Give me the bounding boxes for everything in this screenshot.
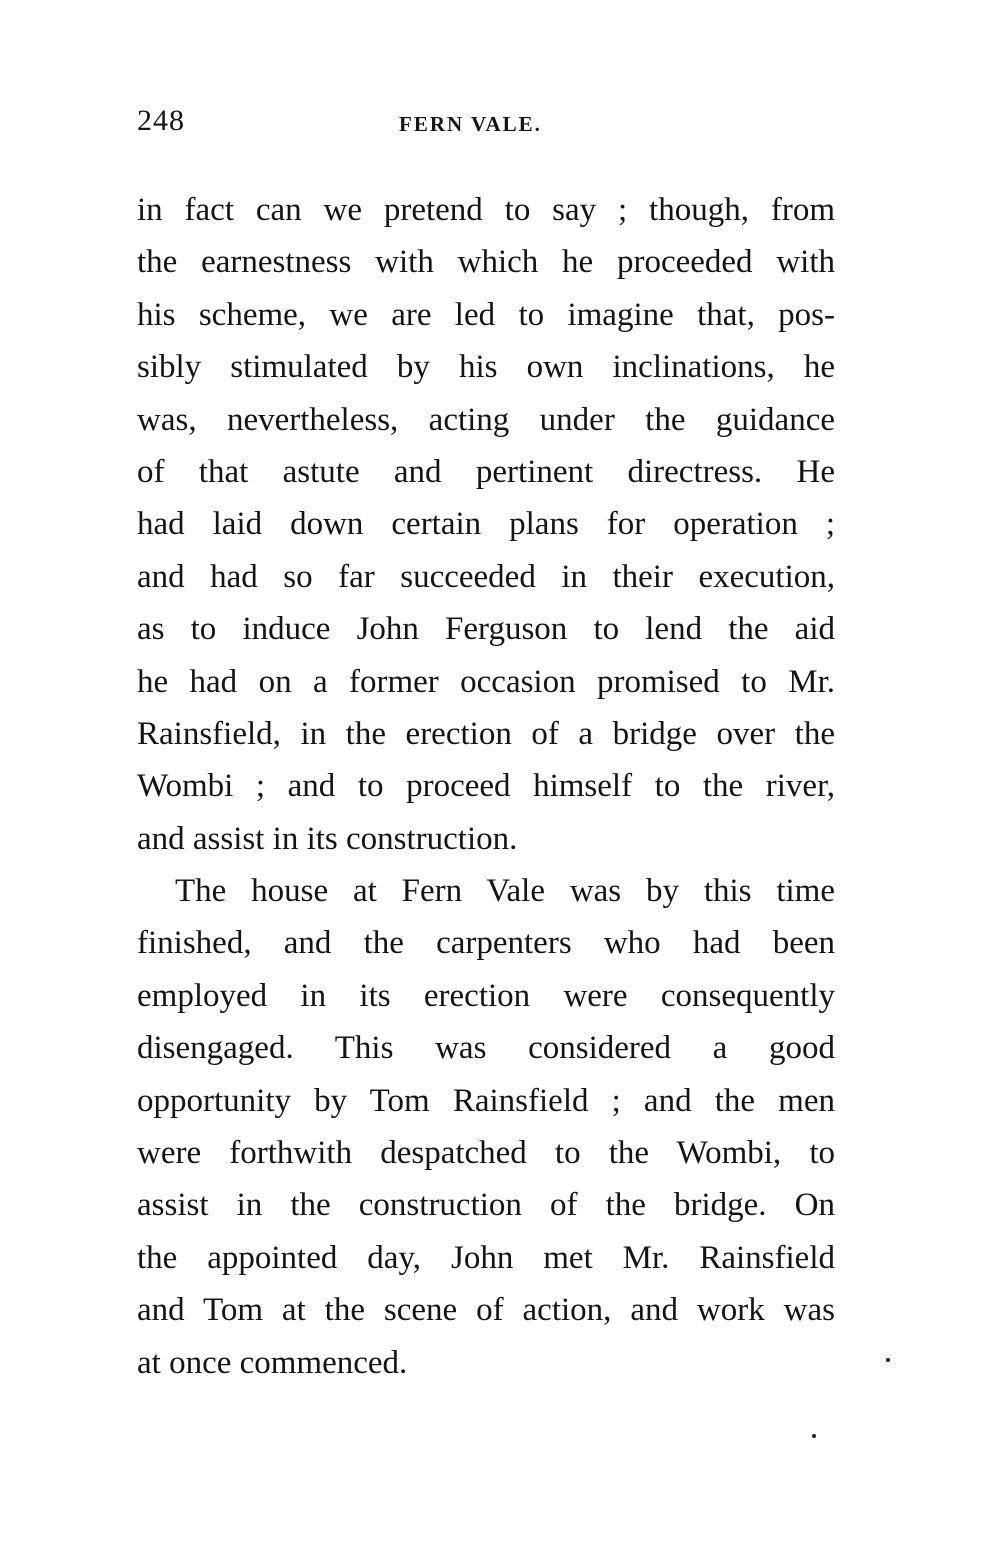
text-line: Rainsfield, in the erection of a bridge over the	[137, 715, 835, 752]
text-line: at once commenced.	[137, 1344, 408, 1381]
text-line: the earnestness with which he proceeded with	[137, 244, 835, 281]
running-head	[137, 104, 840, 144]
text-line: and assist in its construction.	[137, 820, 518, 857]
text-line: was, nevertheless, acting under the guidance	[137, 401, 835, 438]
body-text	[137, 184, 835, 1389]
text-line: employed in its erection were consequently	[137, 977, 835, 1014]
running-title: FERN VALE.	[399, 112, 542, 136]
text-line: of that astute and pertinent directress. He	[137, 453, 835, 490]
text-line: were forthwith despatched to the Wombi, to	[137, 1135, 835, 1172]
text-line: The house at Fern Vale was by this time	[175, 873, 835, 910]
text-line: Wombi ; and to proceed himself to the river,	[137, 768, 835, 805]
text-line: opportunity by Tom Rainsfield ; and the men	[137, 1082, 835, 1119]
text-line: and had so far succeeded in their execution,	[137, 558, 835, 595]
text-line: finished, and the carpenters who had been	[137, 925, 835, 962]
text-line: and Tom at the scene of action, and work was	[137, 1292, 835, 1329]
ink-speck	[812, 1434, 816, 1438]
text-line: disengaged. This was considered a good	[137, 1030, 835, 1067]
ink-speck	[886, 1358, 890, 1362]
paragraph-1	[137, 184, 835, 865]
text-line: the appointed day, John met Mr. Rainsfield	[137, 1239, 835, 1276]
text-line: he had on a former occasion promised to Mr.	[137, 663, 835, 700]
text-line: his scheme, we are led to imagine that, pos-	[137, 296, 835, 333]
text-line: sibly stimulated by his own inclinations, he	[137, 349, 835, 386]
text-line: as to induce John Ferguson to lend the aid	[137, 611, 835, 648]
text-line: had laid down certain plans for operation ;	[137, 506, 835, 543]
page-number: 248	[137, 104, 185, 137]
text-line: assist in the construction of the bridge. On	[137, 1187, 835, 1224]
paragraph-2	[137, 865, 835, 1389]
text-line: in fact can we pretend to say ; though, from	[137, 192, 835, 228]
